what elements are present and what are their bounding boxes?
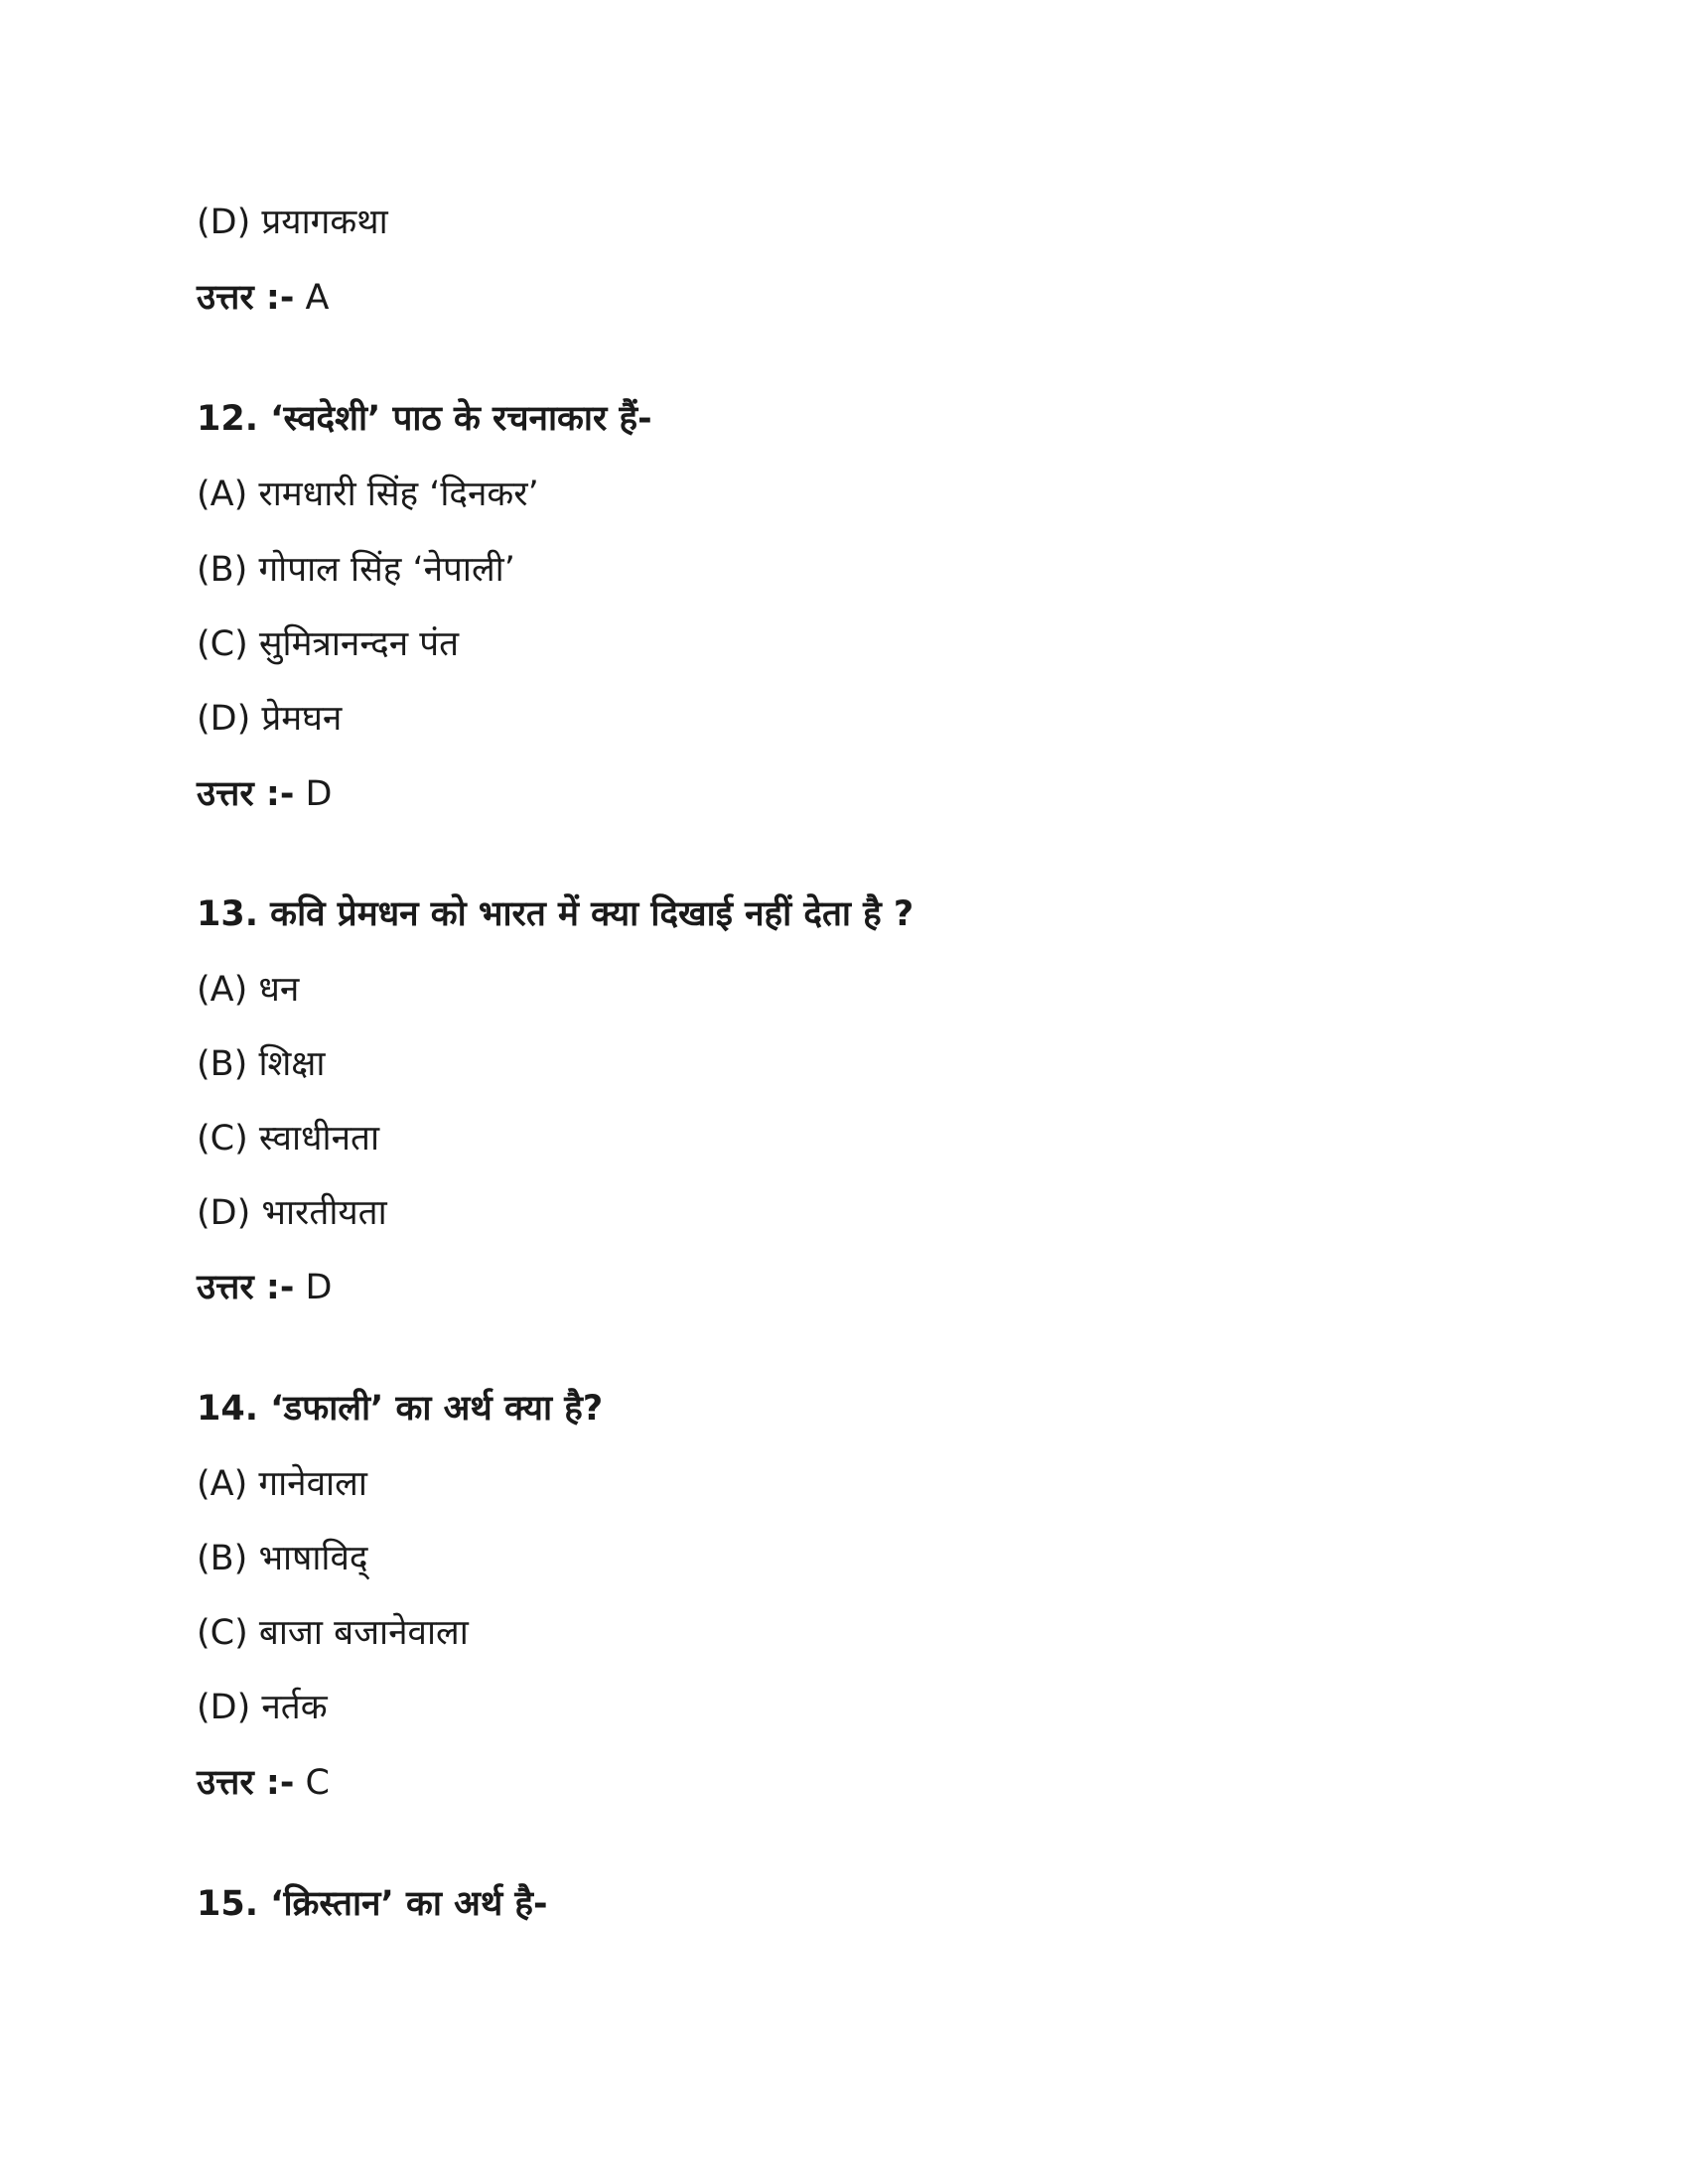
answer-value: D (305, 1268, 333, 1307)
option-d-q13: (D) भारतीयता (197, 1193, 387, 1233)
option-c-q13: (C) स्वाधीनता (197, 1119, 380, 1159)
option-c-q12: (C) सुमित्रानन्दन पंत (197, 624, 460, 664)
answer-label: उत्तर :- (197, 1268, 295, 1307)
answer-line-q11 (197, 274, 329, 322)
option-b-q13: (B) शिक्षा (197, 1044, 326, 1084)
option-d-q11: (D) प्रयागकथा (197, 203, 388, 242)
answer-line-q14 (197, 1759, 330, 1807)
answer-value: A (305, 278, 330, 318)
option-d-q14: (D) नर्तक (197, 1688, 328, 1727)
answer-label: उत्तर :- (197, 774, 295, 814)
option-a-q14: (A) गानेवाला (197, 1464, 367, 1504)
question-13-title: 13. कवि प्रेमधन को भारत में क्या दिखाई नहीं देता है ? (197, 894, 914, 934)
option-b-q14: (B) भाषाविद् (197, 1539, 368, 1578)
answer-label: उत्तर :- (197, 1763, 295, 1803)
question-12-title: 12. ‘स्वदेशी’ पाठ के रचनाकार हैं- (197, 399, 652, 439)
question-14-title: 14. ‘डफाली’ का अर्थ क्या है? (197, 1389, 604, 1429)
answer-label: उत्तर :- (197, 278, 295, 318)
answer-line-q13 (197, 1264, 332, 1311)
option-c-q14: (C) बाजा बजानेवाला (197, 1613, 469, 1653)
answer-value: D (305, 774, 333, 814)
option-a-q12: (A) रामधारी सिंह ‘दिनकर’ (197, 475, 539, 514)
option-d-q12: (D) प्रेमघन (197, 699, 343, 739)
option-a-q13: (A) धन (197, 970, 300, 1010)
question-15-title: 15. ‘क्रिस्तान’ का अर्थ है- (197, 1884, 548, 1924)
option-b-q12: (B) गोपाल सिंह ‘नेपाली’ (197, 550, 515, 590)
answer-line-q12 (197, 770, 332, 818)
answer-value: C (305, 1763, 330, 1803)
